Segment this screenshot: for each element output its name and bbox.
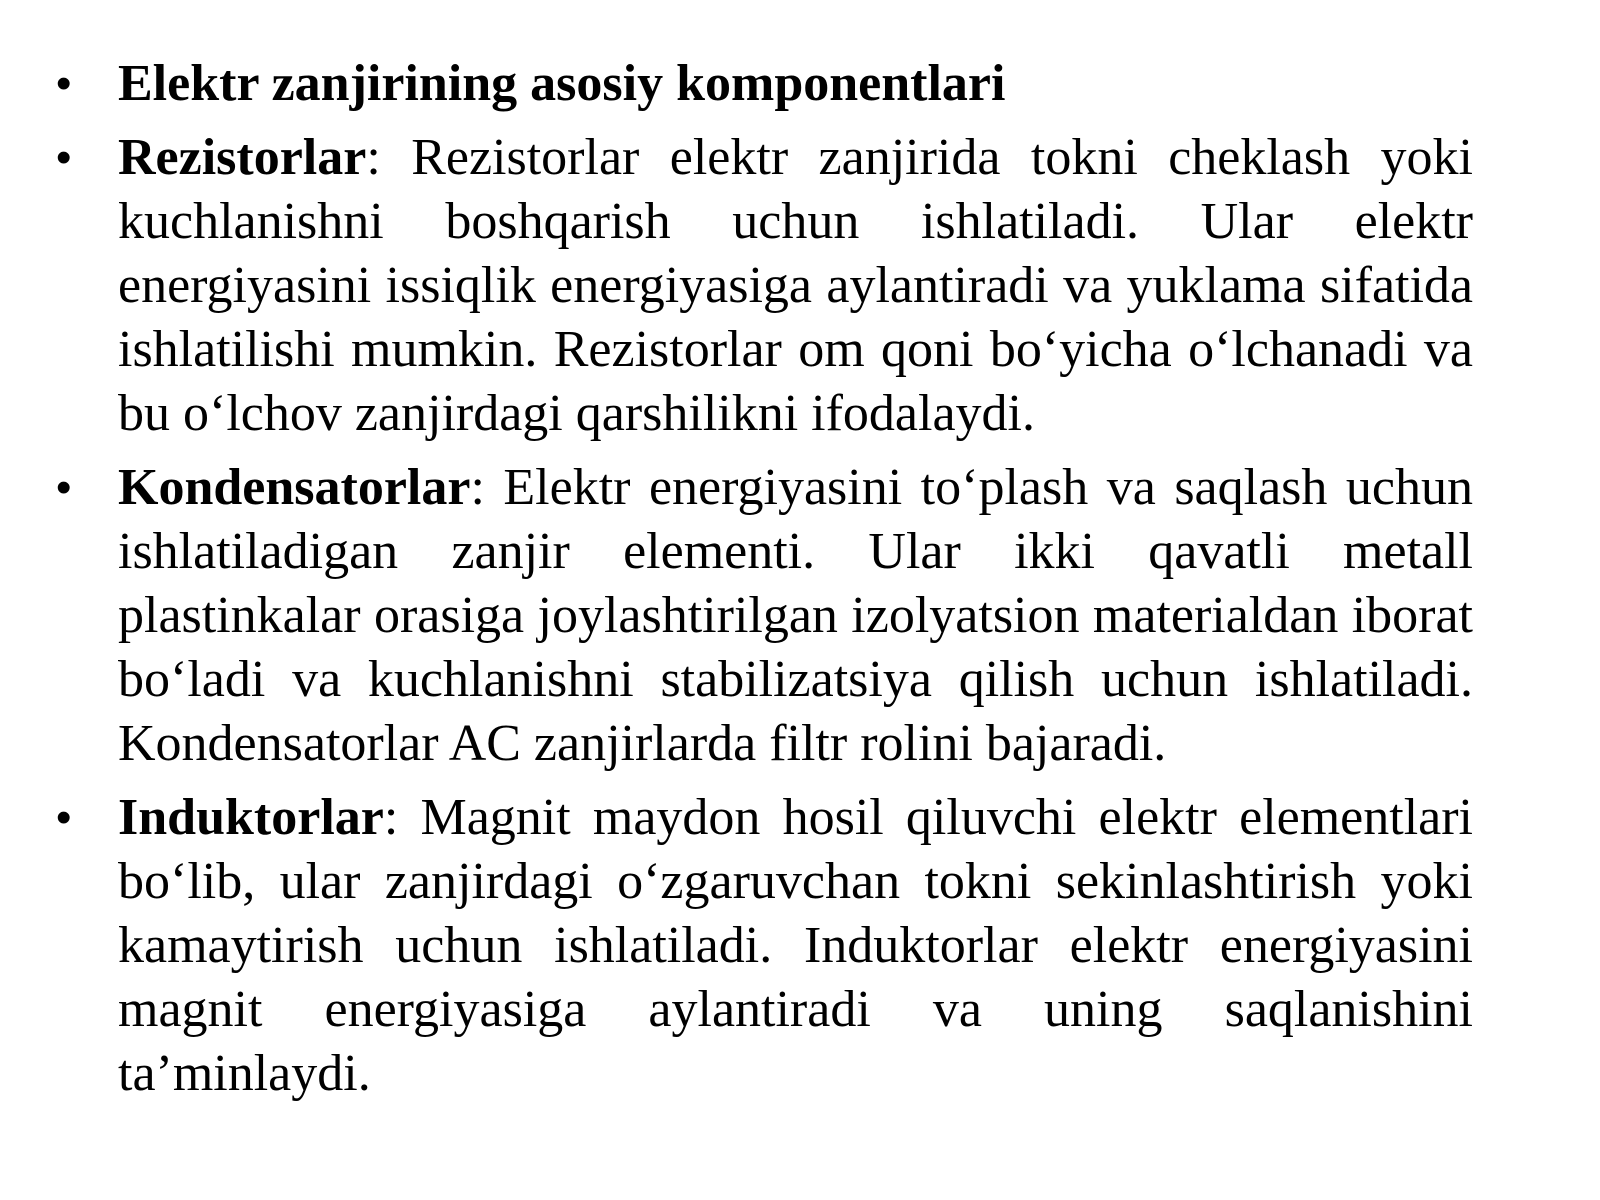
bullet-item-rezistorlar bbox=[0, 126, 1600, 446]
term-kondensatorlar: Kondensatorlar bbox=[118, 459, 471, 516]
term-separator: : bbox=[383, 789, 399, 846]
term-separator: : bbox=[366, 129, 381, 186]
bullet-marker: • bbox=[56, 793, 72, 842]
heading-term: Elektr zanjirining asosiy komponentlari bbox=[118, 55, 1006, 112]
bullet-marker: • bbox=[56, 463, 72, 512]
bullet-item-induktorlar bbox=[0, 786, 1600, 1106]
bullet-item-heading bbox=[0, 52, 1600, 116]
term-separator: : bbox=[470, 459, 485, 516]
term-induktorlar: Induktorlar bbox=[118, 789, 384, 846]
term-rezistorlar: Rezistorlar bbox=[118, 129, 367, 186]
description-rezistorlar: Rezistorlar elektr zanjirida tokni cheklash yoki kuchlanishni boshqarish uchun ishlatiladi. Ular elektr energiyasini issiqlik energiyasiga aylantiradi va yuklama sifatida ishlatilishi mumkin. Rezistorlar om qoni bo‘yicha o‘lchanadi va bu o‘lchov zanjirdagi qarshilikni ifodalaydi. bbox=[118, 129, 1473, 442]
description-kondensatorlar: Elektr energiyasini to‘plash va saqlash uchun ishlatiladigan zanjir elementi. Ular ikki qavatli metall plastinkalar orasiga joylashtirilgan izolyatsion materialdan iborat bo‘ladi va kuchlanishni stabilizatsiya qilish uchun ishlatiladi. Kondensatorlar AC zanjirlarda filtr rolini bajaradi. bbox=[118, 459, 1473, 772]
bullet-marker: • bbox=[56, 133, 72, 182]
bullet-item-kondensatorlar bbox=[0, 456, 1600, 776]
bullet-list bbox=[0, 52, 1600, 1116]
bullet-marker: • bbox=[56, 59, 72, 108]
description-induktorlar: Magnit maydon hosil qiluvchi elektr elementlari bo‘lib, ular zanjirdagi o‘zgaruvchan tokni sekinlashtirish yoki kamaytirish uchun ishlatiladi. Induktorlar elektr energiyasini magnit energiyasiga aylantiradi va uning saqlanishini ta’minlaydi. bbox=[118, 789, 1473, 1102]
